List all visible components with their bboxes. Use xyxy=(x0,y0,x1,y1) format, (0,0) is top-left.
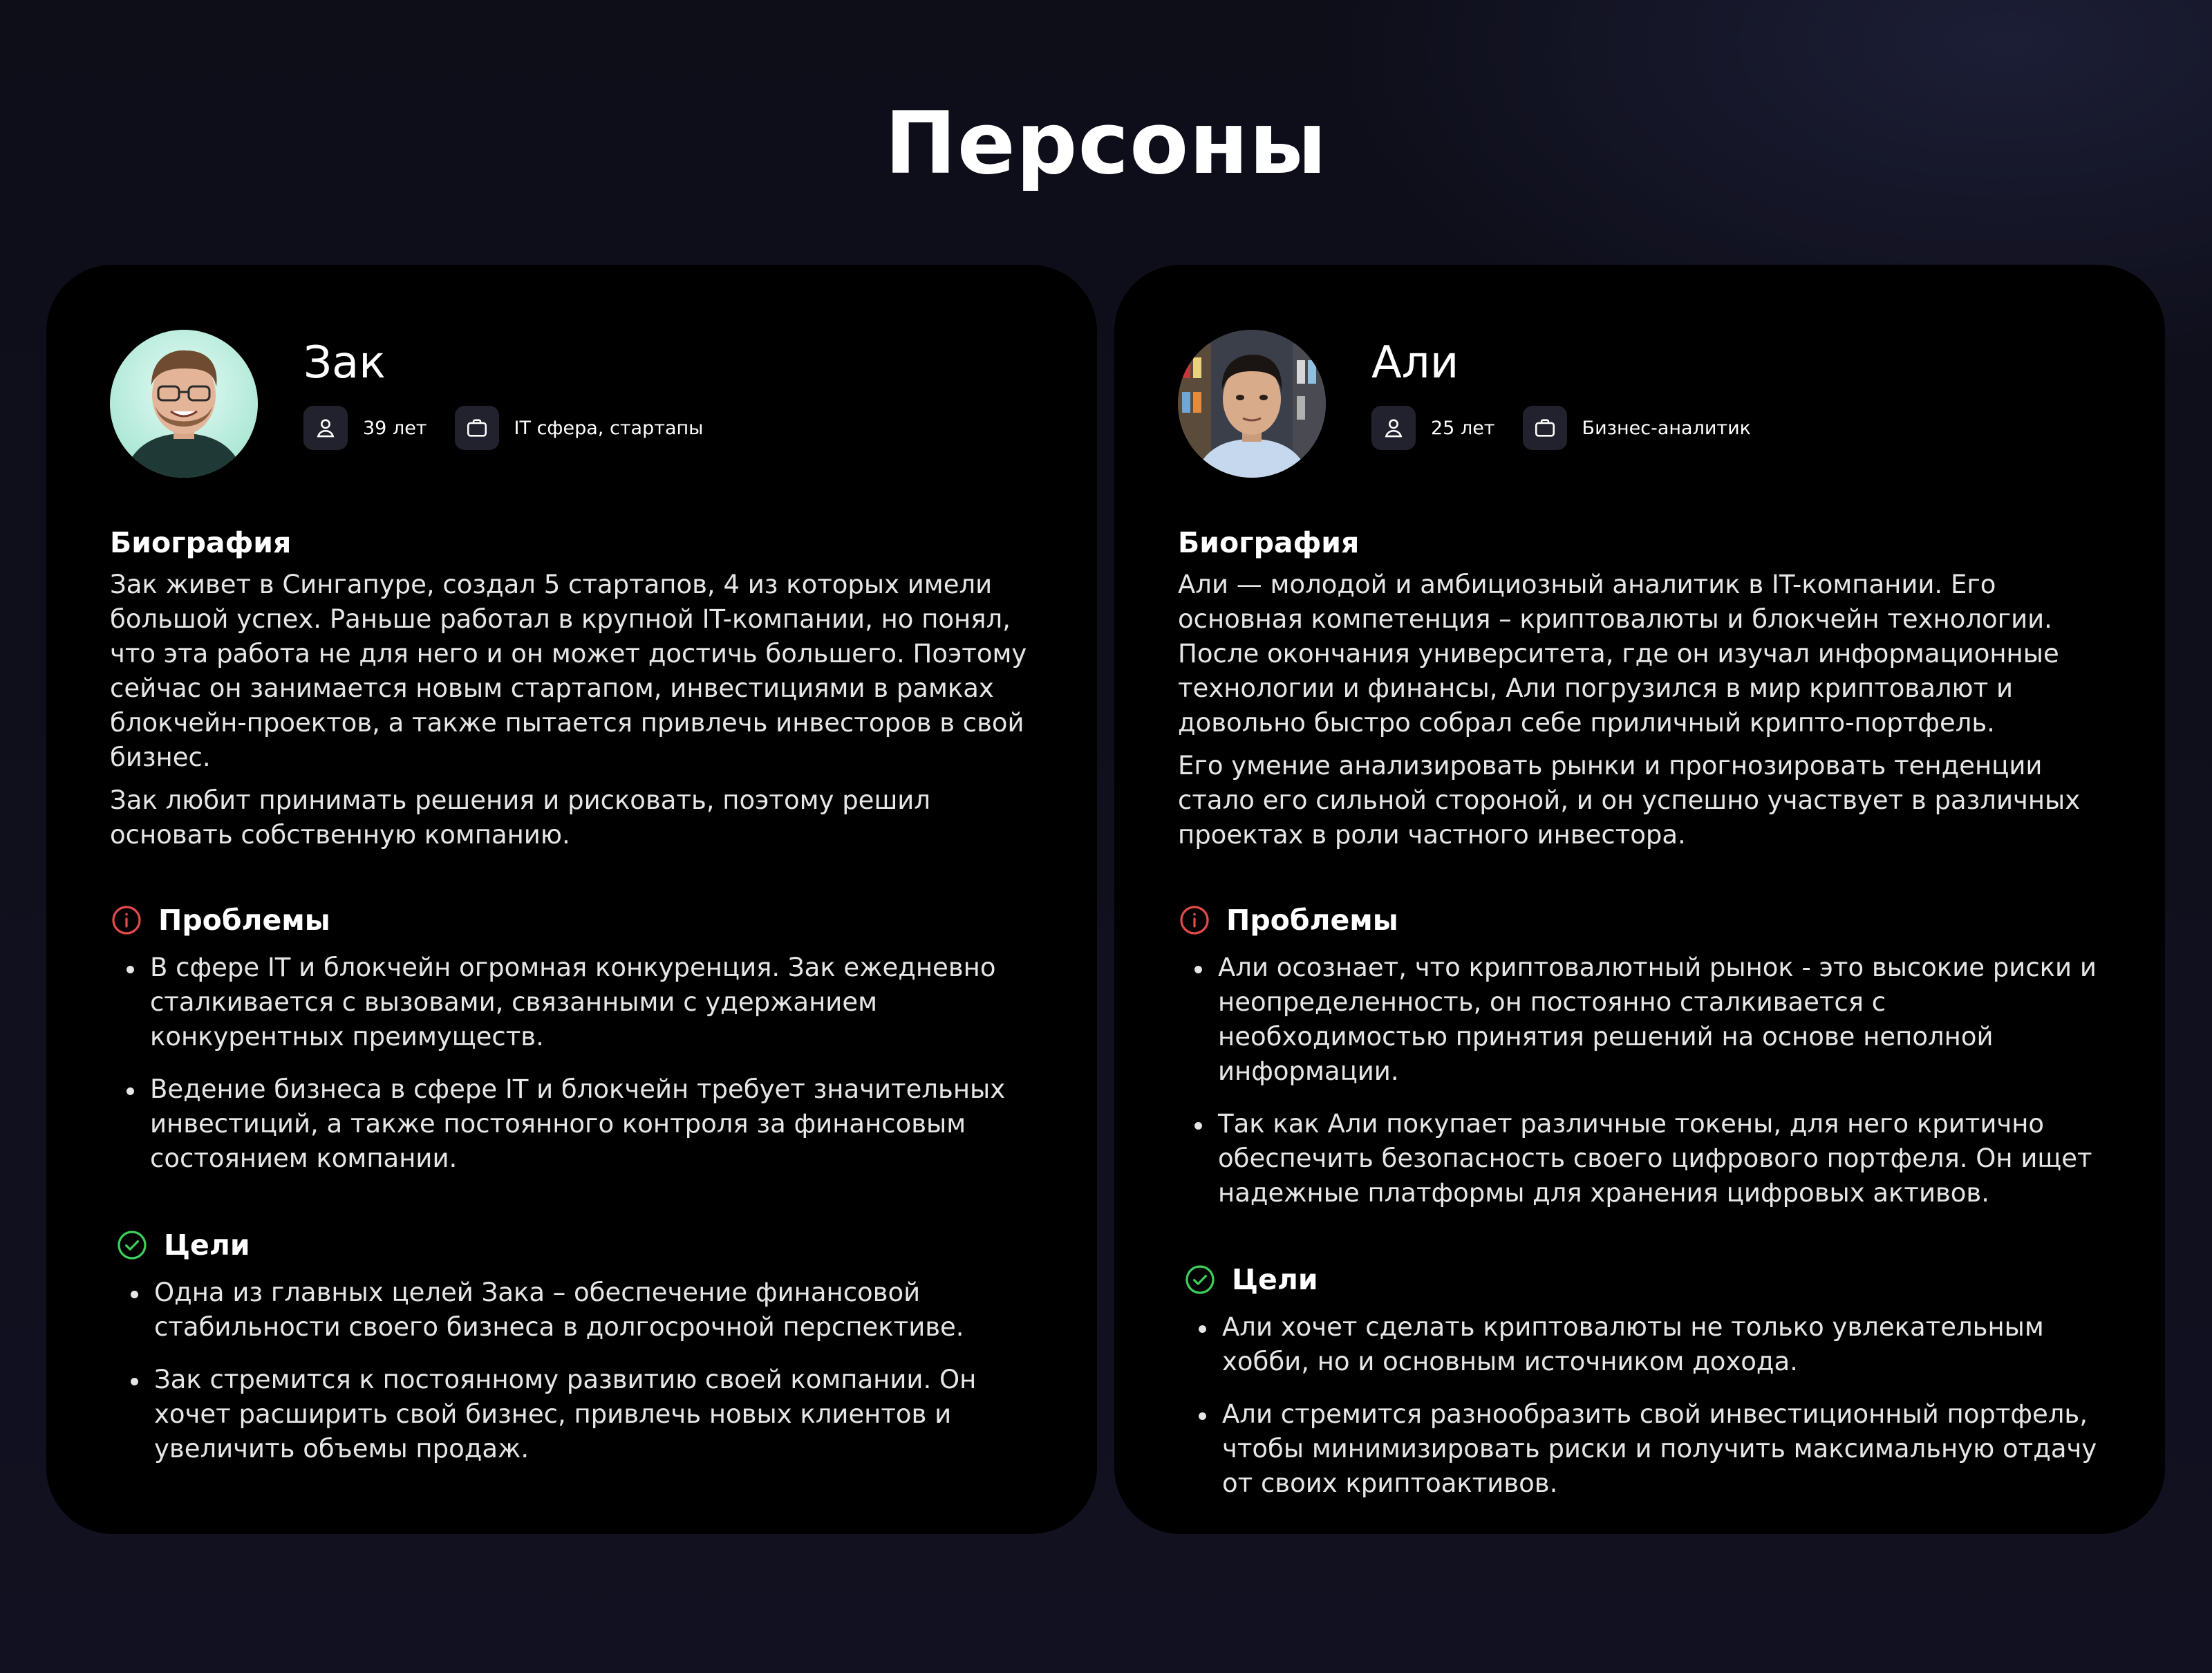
page-title: Персоны xyxy=(884,94,1328,194)
goals-list xyxy=(110,1275,1033,1466)
biography-title: Биография xyxy=(110,526,292,559)
persona-header xyxy=(1178,330,2101,478)
age-tag xyxy=(303,406,427,450)
age-text: 39 лет xyxy=(363,417,427,439)
alert-icon xyxy=(110,904,143,937)
biography-paragraph: Али — молодой и амбициозный аналитик в IT-компании. Его основная компетенция – криптовалюты и блокчейн технологии. После окончания университета, где он изучал информационные технологии и финансы, Али погрузился в мир криптовалют и довольно быстро собрал себе приличный крипто-портфель. xyxy=(1178,570,2059,738)
briefcase-icon xyxy=(455,406,499,450)
list-item: Али стремится разнообразить свой инвестиционный портфель, чтобы минимизировать риски и получить максимальную отдачу от своих криптоактивов. xyxy=(1196,1397,2101,1501)
goals-section xyxy=(110,1226,1033,1466)
biography-section xyxy=(110,523,1033,852)
persona-name: Зак xyxy=(303,337,386,389)
briefcase-icon xyxy=(1523,406,1567,450)
check-circle-icon xyxy=(115,1228,149,1262)
persona-tags xyxy=(1371,406,1779,450)
list-item: Ведение бизнеса в сфере IT и блокчейн требует значительных инвестиций, а также постоянного контроля за финансовым состоянием компании. xyxy=(124,1072,1033,1176)
goals-list xyxy=(1178,1310,2101,1501)
occupation-tag xyxy=(1523,406,1751,450)
goals-title: Цели xyxy=(1232,1263,1318,1296)
goals-title: Цели xyxy=(164,1228,250,1262)
avatar xyxy=(1178,330,1326,478)
problems-section xyxy=(110,901,1033,1176)
persona-tags xyxy=(303,406,731,450)
list-item: Зак стремится к постоянному развитию своей компании. Он хочет расширить свой бизнес, привлечь новых клиентов и увеличить объемы продаж. xyxy=(128,1363,1033,1466)
biography-paragraph: Зак любит принимать решения и рисковать, поэтому решил основать собственную компанию. xyxy=(110,785,930,850)
occupation-text: IT сфера, стартапы xyxy=(514,417,704,439)
persona-header xyxy=(110,330,1033,478)
photo-zak-icon xyxy=(110,330,258,478)
goals-section xyxy=(1178,1260,2101,1501)
check-circle-icon xyxy=(1183,1263,1217,1296)
list-item: Одна из главных целей Зака – обеспечение финансовой стабильности своего бизнеса в долгосрочной перспективе. xyxy=(128,1275,1033,1345)
list-item: В сфере IT и блокчейн огромная конкуренция. Зак ежедневно сталкивается с вызовами, связанными с удержанием конкурентных преимуществ. xyxy=(124,951,1033,1054)
list-item: Так как Али покупает различные токены, для него критично обеспечить безопасность своего цифрового портфеля. Он ищет надежные платформы для хранения цифровых активов. xyxy=(1192,1107,2101,1211)
persona-name: Али xyxy=(1371,337,1459,389)
problems-list xyxy=(1178,951,2101,1211)
alert-icon xyxy=(1178,904,1211,937)
occupation-text: Бизнес-аналитик xyxy=(1582,417,1751,439)
occupation-tag xyxy=(455,406,704,450)
age-tag xyxy=(1371,406,1495,450)
biography-paragraph: Зак живет в Сингапуре, создал 5 стартапов, 4 из которых имели большой успех. Раньше работал в крупной IT-компании, но понял, что эта работа не для него и он может достичь большего. Поэтому сейчас он занимается новым стартапом, инвестициями в рамках блокчейн-проектов, а также пытается привлечь инвесторов в свой бизнес. xyxy=(110,570,1027,772)
biography-title: Биография xyxy=(1178,526,1360,559)
user-icon xyxy=(303,406,348,450)
problems-title: Проблемы xyxy=(1226,904,1398,937)
user-icon xyxy=(1371,406,1416,450)
list-item: Али осознает, что криптовалютный рынок - это высокие риски и неопределенность, он постоянно сталкивается с необходимостью принятия решений на основе неполной информации. xyxy=(1192,951,2101,1089)
biography-section xyxy=(1178,523,2101,852)
biography-paragraph: Его умение анализировать рынки и прогнозировать тенденции стало его сильной стороной, и он успешно участвует в различных проектах в роли частного инвестора. xyxy=(1178,751,2081,850)
problems-list xyxy=(110,951,1033,1176)
list-item: Али хочет сделать криптовалюты не только увлекательным хобби, но и основным источником дохода. xyxy=(1196,1310,2101,1379)
photo-ali-icon xyxy=(1178,330,1326,478)
persona-card-ali xyxy=(1114,265,2165,1534)
persona-card-zak xyxy=(46,265,1097,1534)
avatar xyxy=(110,330,258,478)
problems-title: Проблемы xyxy=(158,904,330,937)
age-text: 25 лет xyxy=(1431,417,1495,439)
problems-section xyxy=(1178,901,2101,1211)
